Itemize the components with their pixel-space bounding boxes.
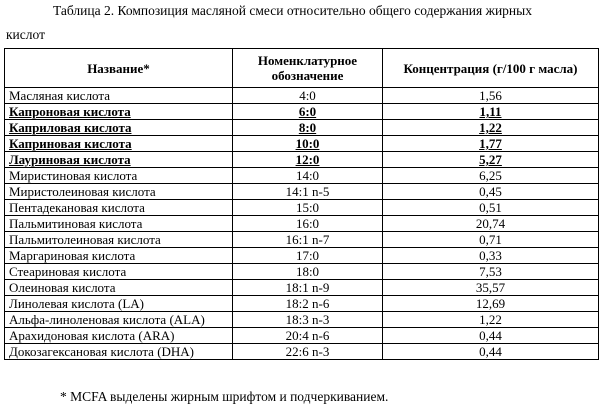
cell-code-text: 10:0: [295, 136, 320, 151]
cell-concentration-text: 6,25: [479, 168, 502, 183]
table-row: [5, 216, 599, 232]
cell-code-text: 18:1 n-9: [285, 280, 330, 295]
header-name: Название*: [5, 49, 233, 88]
cell-name: [5, 104, 233, 120]
cell-code: [233, 264, 383, 280]
caption-line-2: кислот: [6, 27, 45, 42]
cell-name: [5, 264, 233, 280]
cell-name-text: Маргариновая кислота: [9, 248, 136, 263]
cell-concentration: [383, 136, 599, 152]
cell-concentration-text: 0,44: [479, 328, 502, 343]
cell-code-text: 18:3 n-3: [285, 312, 330, 327]
cell-name-text: Лауриновая кислота: [9, 152, 131, 167]
cell-code: [233, 232, 383, 248]
cell-concentration: [383, 248, 599, 264]
cell-concentration: [383, 296, 599, 312]
cell-concentration-text: 12,69: [475, 296, 506, 311]
cell-code: [233, 184, 383, 200]
cell-name-text: Пальмитиновая кислота: [9, 216, 143, 231]
table-row: [5, 120, 599, 136]
table-row: [5, 232, 599, 248]
cell-name: [5, 216, 233, 232]
cell-concentration: [383, 264, 599, 280]
cell-code: [233, 216, 383, 232]
cell-concentration: [383, 152, 599, 168]
cell-name-text: Арахидоновая кислота (ARA): [9, 328, 175, 343]
cell-name: [5, 152, 233, 168]
cell-code: [233, 280, 383, 296]
cell-name-text: Миристиновая кислота: [9, 168, 138, 183]
cell-concentration-text: 1,22: [479, 120, 502, 135]
cell-code: [233, 152, 383, 168]
table-row: [5, 344, 599, 360]
cell-code-text: 16:1 n-7: [285, 232, 330, 247]
cell-code-text: 18:2 n-6: [285, 296, 330, 311]
cell-name-text: Альфа-линоленовая кислота (ALA): [9, 312, 205, 327]
cell-code: [233, 88, 383, 104]
cell-name-text: Стеариновая кислота: [9, 264, 127, 279]
cell-code-text: 22:6 n-3: [285, 344, 330, 359]
cell-name: [5, 312, 233, 328]
cell-concentration: [383, 184, 599, 200]
cell-concentration: [383, 280, 599, 296]
cell-concentration: [383, 344, 599, 360]
cell-code-text: 20:4 n-6: [285, 328, 330, 343]
cell-name: [5, 168, 233, 184]
cell-name: [5, 136, 233, 152]
cell-code: [233, 120, 383, 136]
cell-concentration-text: 1,11: [479, 104, 502, 119]
cell-code: [233, 200, 383, 216]
cell-code-text: 4:0: [299, 88, 316, 103]
cell-name: [5, 88, 233, 104]
cell-name: [5, 184, 233, 200]
cell-concentration-text: 0,71: [479, 232, 502, 247]
table-row: [5, 248, 599, 264]
table-row: [5, 168, 599, 184]
cell-concentration-text: 7,53: [479, 264, 502, 279]
cell-name-text: Линолевая кислота (LA): [9, 296, 144, 311]
cell-code-text: 6:0: [298, 104, 317, 119]
cell-concentration: [383, 216, 599, 232]
cell-code-text: 16:0: [295, 216, 320, 231]
caption-line-1: Таблица 2. Композиция масляной смеси относительно общего содержания жирных: [53, 3, 532, 18]
cell-concentration-text: 5,27: [479, 152, 502, 167]
cell-name: [5, 120, 233, 136]
header-concentration: Концентрация (г/100 г масла): [383, 49, 599, 88]
cell-code: [233, 344, 383, 360]
cell-code-text: 8:0: [298, 120, 317, 135]
cell-code-text: 14:1 n-5: [285, 184, 330, 199]
cell-name-text: Миристолеиновая кислота: [9, 184, 156, 199]
cell-name: [5, 344, 233, 360]
fatty-acid-table: [4, 48, 599, 360]
footnote: * MCFA выделены жирным шрифтом и подчеркиванием.: [60, 389, 389, 404]
cell-code: [233, 248, 383, 264]
cell-concentration-text: 1,77: [479, 136, 502, 151]
cell-name: [5, 248, 233, 264]
cell-code-text: 14:0: [295, 168, 320, 183]
cell-code: [233, 312, 383, 328]
cell-code-text: 17:0: [295, 248, 320, 263]
cell-concentration: [383, 168, 599, 184]
cell-code: [233, 296, 383, 312]
table-row: [5, 88, 599, 104]
cell-concentration-text: 1,56: [479, 88, 502, 103]
cell-name: [5, 232, 233, 248]
cell-concentration: [383, 200, 599, 216]
cell-name-text: Докозагексановая кислота (DHA): [9, 344, 195, 359]
cell-name-text: Капроновая кислота: [9, 104, 131, 119]
cell-concentration-text: 0,51: [479, 200, 502, 215]
cell-name: [5, 328, 233, 344]
table-row: [5, 312, 599, 328]
cell-name-text: Масляная кислота: [9, 88, 110, 103]
cell-concentration: [383, 88, 599, 104]
table-row: [5, 280, 599, 296]
table-row: [5, 296, 599, 312]
table-header-row: [5, 49, 599, 88]
cell-name: [5, 280, 233, 296]
cell-name: [5, 296, 233, 312]
cell-code-text: 18:0: [295, 264, 320, 279]
cell-concentration-text: 1,22: [479, 312, 502, 327]
cell-code: [233, 104, 383, 120]
cell-name-text: Каприновая кислота: [9, 136, 132, 151]
cell-concentration-text: 20,74: [475, 216, 506, 231]
table-row: [5, 328, 599, 344]
cell-name-text: Пальмитолеиновая кислота: [9, 232, 161, 247]
cell-name-text: Каприловая кислота: [9, 120, 132, 135]
cell-name-text: Олеиновая кислота: [9, 280, 116, 295]
cell-concentration: [383, 232, 599, 248]
cell-name-text: Пентадекановая кислота: [9, 200, 145, 215]
cell-code: [233, 168, 383, 184]
cell-code: [233, 136, 383, 152]
cell-concentration-text: 0,33: [479, 248, 502, 263]
cell-concentration-text: 35,57: [475, 280, 506, 295]
header-code: Номенклатурное обозначение: [233, 49, 383, 88]
cell-concentration: [383, 328, 599, 344]
cell-code: [233, 328, 383, 344]
cell-concentration: [383, 120, 599, 136]
cell-concentration-text: 0,44: [479, 344, 502, 359]
table-row: [5, 200, 599, 216]
cell-code-text: 12:0: [295, 152, 320, 167]
table-row: [5, 152, 599, 168]
cell-concentration: [383, 104, 599, 120]
table-row: [5, 184, 599, 200]
table-row: [5, 136, 599, 152]
table-row: [5, 264, 599, 280]
table-row: [5, 104, 599, 120]
cell-name: [5, 200, 233, 216]
cell-code-text: 15:0: [295, 200, 320, 215]
cell-concentration: [383, 312, 599, 328]
cell-concentration-text: 0,45: [479, 184, 502, 199]
